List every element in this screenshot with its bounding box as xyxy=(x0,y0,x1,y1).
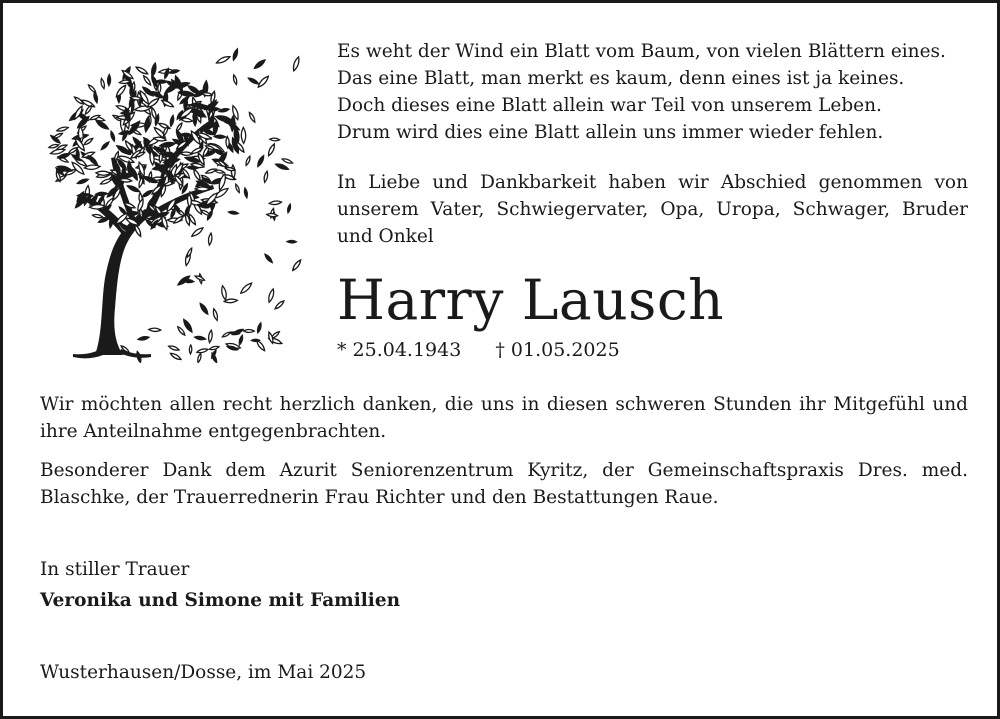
memorial-poem xyxy=(337,38,969,146)
thanks-paragraph: Wir möchten allen recht herzlich danken, die uns in diesen schweren Stunden ihr Mitgefühl und ihre Anteilnahme entgegenbrachten. xyxy=(40,394,968,442)
death-date: † 01.05.2025 xyxy=(495,339,620,361)
birth-date: * 25.04.1943 xyxy=(337,339,462,361)
poem-line: Es weht der Wind ein Blatt vom Baum, von vielen Blättern eines. xyxy=(337,41,946,62)
poem-line: Drum wird dies eine Blatt allein uns immer wieder fehlen. xyxy=(337,122,884,143)
place-date: Wusterhausen/Dosse, im Mai 2025 xyxy=(40,662,367,683)
special-thanks-paragraph: Besonderer Dank dem Azurit Seniorenzentrum Kyritz, der Gemeinschaftspraxis Dres. med. Blaschke, der Trauerrednerin Frau Richter und den Bestattungen Raue. xyxy=(40,460,968,508)
family-signature: Veronika und Simone mit Familien xyxy=(40,590,401,611)
poem-line: Das eine Blatt, man merkt es kaum, denn eines ist ja keines. xyxy=(337,68,905,89)
mourning-line: In stiller Trauer xyxy=(40,559,190,580)
deceased-name: Harry Lausch xyxy=(337,268,725,332)
poem-line: Doch dieses eine Blatt allein war Teil von unserem Leben. xyxy=(337,95,882,116)
farewell-intro: In Liebe und Dankbarkeit haben wir Abschied genommen von unserem Vater, Schwiegervater, Opa, Uropa, Schwager, Bruder und Onkel xyxy=(337,172,968,247)
life-dates xyxy=(337,337,620,364)
windblown-tree-icon xyxy=(33,33,303,363)
